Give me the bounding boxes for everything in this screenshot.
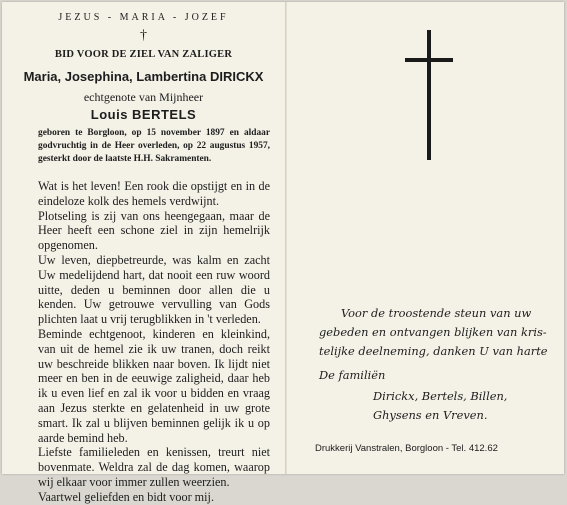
left-panel bbox=[2, 2, 285, 504]
header-jezus-maria-jozef: JEZUS - MARIA - JOZEF bbox=[58, 12, 229, 23]
thanks-line: telijke deelneming, danken U van harte bbox=[319, 344, 548, 358]
spouse-line: echtgenote van Mijnheer bbox=[83, 90, 204, 104]
paragraph: Plotseling is zij van ons heengegaan, maar de Heer heeft een schone ziel in zijn hemelrijk opgenomen. bbox=[38, 208, 270, 253]
thanks-line: gebeden en ontvangen blijken van kris- bbox=[319, 325, 547, 339]
thanks-line: Voor de troostende steun van uw bbox=[341, 306, 532, 320]
spouse-name: Louis BERTELS bbox=[90, 107, 197, 122]
family-heading: De familiën bbox=[319, 368, 386, 382]
paragraph: Uw leven, diepbetreurde, was kalm en zacht Uw medelijdend hart, dat nooit een ruw woord uitte, deden u beminnen door allen die u kenden. Uw getrouwe vervulling van Gods plichten laat u vrij terugblikken in 't verleden. bbox=[38, 252, 270, 327]
paragraph: Vaartwel geliefden en bidt voor mij. bbox=[38, 489, 214, 504]
right-panel bbox=[287, 2, 564, 474]
memorial-card bbox=[2, 2, 564, 504]
paragraph: Beminde echtgenoot, kinderen en kleinkind, van uit de hemel zie ik uw tranen, doch reikt uw beschreide blikken naar boven. Ik lijdt niet meer en ben in de eeuwige zaligheid, daar heb ik u even lief en zal ik voor u bidden en vraag aan Jezus sterkte en gelatenheid in uw grote smart. Ik zal u blijven beminnen gelijk ik u op aarde bemind heb. bbox=[38, 326, 270, 445]
family-names: Ghysens en Vreven. bbox=[373, 408, 488, 422]
paragraph: Liefste familieleden en kenissen, treurt niet bovenmate. Weldra zal de dag komen, waarop wij elkaar voor immer zullen weerzien. bbox=[38, 445, 270, 489]
deceased-name: Maria, Josephina, Lambertina DIRICKX bbox=[23, 69, 264, 84]
birth-death-details: geboren te Borgloon, op 15 november 1897 en aldaar godvruchtig in de Heer overleden, op 22 augustus 1957, gesterkt door de laatste H.H. Sakramenten. bbox=[38, 128, 270, 164]
prayer-line: BID VOOR DE ZIEL VAN ZALIGER bbox=[54, 49, 233, 60]
printer-credit: Drukkerij Vanstralen, Borgloon - Tel. 412.62 bbox=[315, 443, 498, 454]
small-cross-icon: † bbox=[140, 28, 147, 43]
memorial-text bbox=[38, 179, 270, 505]
family-names: Dirickx, Bertels, Billen, bbox=[373, 389, 508, 403]
paragraph: Wat is het leven! Een rook die opstijgt en in de eindeloze kolk des hemels verdwijnt. bbox=[38, 179, 270, 208]
